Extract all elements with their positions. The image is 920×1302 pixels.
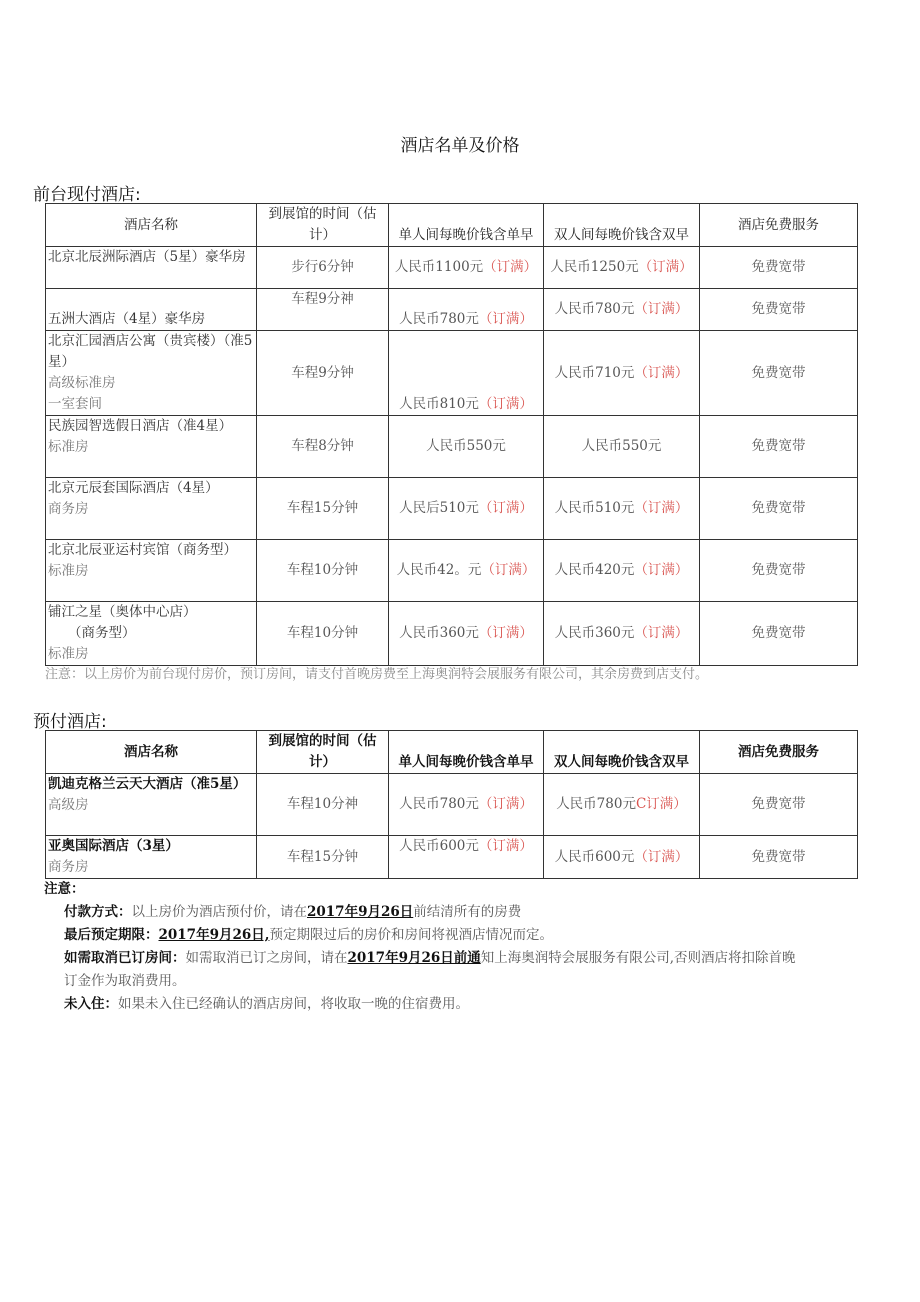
fully-booked-tag: C订满） bbox=[635, 796, 687, 812]
travel-time: 车程10分钟 bbox=[257, 540, 389, 602]
hotel-name: 铺江之星（奥体中心店） （商务型） 标准房 bbox=[46, 602, 257, 666]
hotel-table-pay-at-desk bbox=[45, 203, 858, 666]
travel-time: 车程10分钟 bbox=[257, 602, 389, 666]
table-row bbox=[46, 331, 858, 416]
fully-booked-tag: （订满） bbox=[483, 259, 538, 275]
fully-booked-tag: （订满） bbox=[478, 396, 533, 412]
cancellation-note: 如需取消已订房间：如需取消已订之房间，请在2017年9月26日前通知上海奥润特会展服务有限公司,否则酒店将扣除首晚订金作为取消费用。 bbox=[64, 950, 796, 989]
hotel-name: 亚奥国际酒店（3星） 商务房 bbox=[46, 836, 257, 879]
double-price: 人民币1250元（订满） bbox=[544, 247, 700, 289]
travel-time: 车程15分钟 bbox=[257, 836, 389, 879]
header-free-service: 酒店免费服务 bbox=[700, 731, 858, 774]
fully-booked-tag: （订满） bbox=[634, 848, 689, 865]
double-price: 人民币780元C订满） bbox=[544, 774, 700, 836]
table-row bbox=[46, 540, 858, 602]
header-travel-time: 到展馆的时间（估计） bbox=[257, 731, 389, 774]
fully-booked-tag: （订满） bbox=[634, 364, 689, 381]
fully-booked-tag: （订满） bbox=[478, 625, 533, 641]
section-title-pay-at-desk: 前台现付酒店: bbox=[33, 185, 141, 205]
header-hotel-name: 酒店名称 bbox=[46, 731, 257, 774]
single-price: 人民币550元 bbox=[389, 416, 544, 478]
single-price: 人民币1100元（订满） bbox=[389, 247, 544, 289]
travel-time: 车程9分神 bbox=[257, 289, 389, 331]
travel-time: 车程15分钟 bbox=[257, 478, 389, 540]
table-row bbox=[46, 602, 858, 666]
travel-time: 步行6分钟 bbox=[257, 247, 389, 289]
hotel-name: 北京元辰套国际酒店（4星） 商务房 bbox=[46, 478, 257, 540]
table-row bbox=[46, 247, 858, 289]
single-price: 人民币780元（订满） bbox=[389, 289, 544, 331]
fully-booked-tag: （订满） bbox=[634, 301, 689, 317]
hotel-name: 北京北辰洲际酒店（5星）豪华房 bbox=[46, 247, 257, 289]
no-show-note: 未入住：如果未入住已经确认的酒店房间，将收取一晚的住宿费用。 bbox=[64, 996, 469, 1012]
hotel-name: 凯迪克格兰云天大酒店（准5星） 高级房 bbox=[46, 774, 257, 836]
double-price: 人民币780元（订满） bbox=[544, 289, 700, 331]
free-service: 免费宽带 bbox=[700, 540, 858, 602]
free-service: 免费宽带 bbox=[700, 247, 858, 289]
header-hotel-name: 酒店名称 bbox=[46, 204, 257, 247]
fully-booked-tag: （订满） bbox=[634, 500, 689, 516]
hotel-name: 北京汇园酒店公寓（贵宾楼）（准5星） 高级标准房 一室套间 bbox=[46, 331, 257, 416]
prepaid-notes bbox=[44, 878, 804, 1016]
fully-booked-tag: （订满） bbox=[634, 562, 689, 578]
notes-heading: 注意： bbox=[44, 881, 85, 897]
booking-deadline-note: 最后预定期限：2017年9月26日,预定期限过后的房价和房间将视酒店情况而定。 bbox=[64, 927, 553, 943]
free-service: 免费宽带 bbox=[700, 416, 858, 478]
fully-booked-tag: （订满） bbox=[478, 500, 533, 516]
pay-at-desk-note: 注意：以上房价为前台现付房价，预订房间，请支付首晚房费至上海奥润特会展服务有限公司，其余房费到店支付。 bbox=[45, 667, 709, 682]
header-double-price: 双人间每晚价钱含双早 bbox=[544, 731, 700, 774]
hotel-name: 北京北辰亚运村宾馆（商务型） 标准房 bbox=[46, 540, 257, 602]
fully-booked-tag: （订满） bbox=[638, 259, 693, 275]
table-row bbox=[46, 836, 858, 879]
hotel-name: 五洲大酒店（4星）豪华房 bbox=[46, 289, 257, 331]
free-service: 免费宽带 bbox=[700, 331, 858, 416]
fully-booked-tag: （订满） bbox=[481, 562, 536, 578]
free-service: 免费宽带 bbox=[700, 774, 858, 836]
double-price: 人民币710元（订满） bbox=[544, 331, 700, 416]
single-price: 人民币600元（订满） bbox=[389, 836, 544, 879]
travel-time: 车程8分钟 bbox=[257, 416, 389, 478]
table-row bbox=[46, 289, 858, 331]
fully-booked-tag: （订满） bbox=[478, 838, 533, 854]
header-free-service: 酒店免费服务 bbox=[700, 204, 858, 247]
hotel-name: 民族园智选假日酒店（准4星） 标准房 bbox=[46, 416, 257, 478]
fully-booked-tag: （订满） bbox=[478, 311, 533, 327]
single-price: 人民后510元（订满） bbox=[389, 478, 544, 540]
free-service: 免费宽带 bbox=[700, 836, 858, 879]
single-price: 人民币810元（订满） bbox=[389, 331, 544, 416]
table-row bbox=[46, 774, 858, 836]
double-price: 人民币420元（订满） bbox=[544, 540, 700, 602]
fully-booked-tag: （订满） bbox=[634, 625, 689, 641]
double-price: 人民币510元（订满） bbox=[544, 478, 700, 540]
travel-time: 车程10分神 bbox=[257, 774, 389, 836]
free-service: 免费宽带 bbox=[700, 478, 858, 540]
free-service: 免费宽带 bbox=[700, 602, 858, 666]
payment-method-note: 付款方式：以上房价为酒店预付价，请在2017年9月26日前结清所有的房费 bbox=[64, 904, 522, 920]
table-header-row bbox=[46, 731, 858, 774]
header-single-price: 单人间每晚价钱含单早 bbox=[389, 731, 544, 774]
hotel-table-prepaid bbox=[45, 730, 858, 879]
double-price: 人民币550元 bbox=[544, 416, 700, 478]
free-service: 免费宽带 bbox=[700, 289, 858, 331]
travel-time: 车程9分钟 bbox=[257, 331, 389, 416]
page-title: 酒店名单及价格 bbox=[400, 136, 520, 156]
single-price: 人民币42。元（订满） bbox=[389, 540, 544, 602]
table-header-row bbox=[46, 204, 858, 247]
single-price: 人民币780元（订满） bbox=[389, 774, 544, 836]
header-double-price: 双人间每晚价钱含双早 bbox=[544, 204, 700, 247]
table-row bbox=[46, 478, 858, 540]
double-price: 人民币360元（订满） bbox=[544, 602, 700, 666]
fully-booked-tag: （订满） bbox=[478, 796, 533, 812]
table-row bbox=[46, 416, 858, 478]
header-single-price: 单人间每晚价钱含单早 bbox=[389, 204, 544, 247]
section-title-prepaid: 预付酒店: bbox=[33, 712, 107, 732]
double-price: 人民币600元（订满） bbox=[544, 836, 700, 879]
single-price: 人民币360元（订满） bbox=[389, 602, 544, 666]
header-travel-time: 到展馆的时间（估计） bbox=[257, 204, 389, 247]
